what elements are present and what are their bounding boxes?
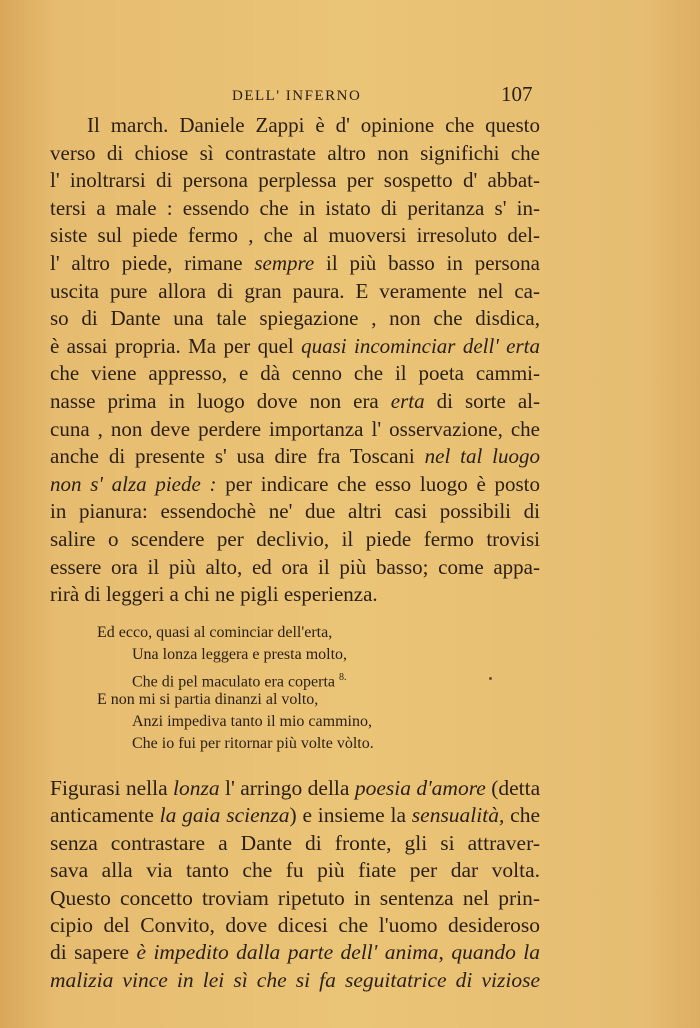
- text-run: so di Dante una tale spiegazione , non che disdica,: [50, 306, 540, 331]
- running-head: DELL' INFERNO: [232, 88, 362, 104]
- text-line: [50, 498, 540, 526]
- text-run: l' inoltrarsi di persona perplessa per sospetto d' abbat-: [50, 168, 540, 193]
- text-run: in pianura: essendochè ne' due altri casi possibili di: [50, 499, 540, 524]
- verse-line: [97, 667, 517, 689]
- text-run: cuna , non deve perdere importanza l' osservazione, che: [50, 416, 540, 441]
- text-line: [50, 857, 540, 884]
- text-run: Figurasi nella: [50, 776, 174, 800]
- text-run: è assai propria. Ma per quel: [50, 333, 302, 358]
- text-run: senza contrastare a Dante di fronte, gli si attraver-: [50, 830, 540, 855]
- footnote-mark: 8.: [339, 671, 347, 683]
- italic-text: quasi incominciar dell' erta: [301, 333, 540, 358]
- text-line: [50, 526, 540, 554]
- text-line: [50, 416, 540, 444]
- text-run: cipio del Convito, dove dicesi che l'uomo desideroso: [50, 912, 540, 937]
- text-line: [50, 775, 540, 802]
- text-run: ) e insieme la: [289, 803, 412, 828]
- text-run: sava alla via tanto che fu più fiate per dar volta.: [50, 858, 540, 883]
- text-run: Questo concetto troviam ripetuto in sentenza nel prin-: [50, 885, 540, 910]
- text-line: [50, 912, 540, 939]
- verse-quotation: [97, 622, 517, 756]
- text-line: [50, 250, 540, 278]
- text-line: [50, 581, 540, 609]
- text-line: [50, 333, 540, 361]
- text-line: [50, 830, 540, 857]
- text-run: tersi a male : essendo che in istato di peritanza s' in-: [50, 195, 540, 220]
- text-run: essere ora il più alto, ed ora il più basso; come appa-: [50, 554, 540, 579]
- text-run: rirà di leggeri a chi ne pigli esperienza.: [50, 582, 378, 607]
- italic-text: poesia d'amore: [354, 776, 486, 800]
- text-run: di sapere: [50, 940, 137, 965]
- page-number: 107: [501, 82, 533, 106]
- text-line: [50, 967, 540, 994]
- paragraph-2: [50, 775, 540, 994]
- italic-text: è impedito dalla parte dell' anima: [136, 940, 439, 965]
- text-line: [50, 471, 540, 499]
- text-run: salire o scendere per declivio, il piede fermo trovisi: [50, 526, 540, 551]
- text-run: nasse prima in luogo dove non era: [50, 388, 391, 413]
- italic-text: non s' alza piede :: [50, 471, 217, 496]
- italic-text: quando la: [451, 940, 540, 965]
- text-run: di sorte al-: [424, 388, 540, 413]
- text-line: [50, 305, 540, 333]
- verse-line-text: Che di pel maculato era coperta: [132, 672, 336, 690]
- verse-line: E non mi si partia dinanzi al volto,: [97, 690, 319, 708]
- text-line: [50, 167, 540, 195]
- paragraph-1: [50, 112, 540, 609]
- text-run: l' altro piede, rimane: [50, 250, 255, 275]
- italic-text: nel tal luogo: [424, 444, 540, 469]
- italic-text: erta: [390, 388, 425, 413]
- text-line: [50, 443, 540, 471]
- text-line: [50, 554, 540, 582]
- text-run: l' arringo della: [219, 776, 355, 800]
- text-line: [50, 802, 540, 829]
- italic-text: sempre: [254, 250, 315, 275]
- text-run: uscita pure allora di gran paura. E veramente nel ca-: [50, 278, 540, 303]
- text-run: anche di presente s' usa dire fra Toscani: [50, 444, 425, 469]
- paper-speck: [489, 677, 492, 680]
- italic-text: lonza: [173, 776, 220, 800]
- text-run: verso di chiose sì contrastate altro non significhi che: [50, 140, 540, 165]
- text-run: per indicare che esso luogo è posto: [216, 471, 540, 496]
- text-run: che viene appresso, e dà cenno che il poeta cammi-: [50, 361, 540, 386]
- text-line: [50, 278, 540, 306]
- text-line: [50, 195, 540, 223]
- text-line: [50, 388, 540, 416]
- verse-line: Ed ecco, quasi al cominciar dell'erta,: [97, 624, 333, 641]
- text-run: anticamente: [50, 803, 160, 828]
- text-run: il più basso in persona: [314, 250, 540, 275]
- italic-text: malizia vince in lei sì che si fa seguitatrice di viziose: [50, 967, 540, 992]
- verse-line: Una lonza leggera e presta molto,: [132, 646, 348, 664]
- text-line: [50, 222, 540, 250]
- text-line: [50, 112, 540, 140]
- text-line: [50, 360, 540, 388]
- text-run: siste sul piede fermo , che al muoversi irresoluto del-: [50, 223, 540, 248]
- text-run: Il march. Daniele Zappi è d' opinione che questo: [87, 113, 540, 137]
- verse-line: Che io fui per ritornar più volte vòlto.: [132, 735, 374, 753]
- page-header: [0, 82, 700, 108]
- verse-line: Anzi impediva tanto il mio cammino,: [132, 713, 372, 731]
- text-run: (detta: [485, 776, 541, 800]
- text-run: ,: [438, 940, 452, 965]
- text-run: che: [504, 803, 540, 828]
- text-line: [50, 140, 540, 168]
- text-line: [50, 939, 540, 966]
- text-line: [50, 885, 540, 912]
- italic-text: sensualità,: [411, 803, 505, 828]
- italic-text: la gaia scienza: [159, 803, 290, 828]
